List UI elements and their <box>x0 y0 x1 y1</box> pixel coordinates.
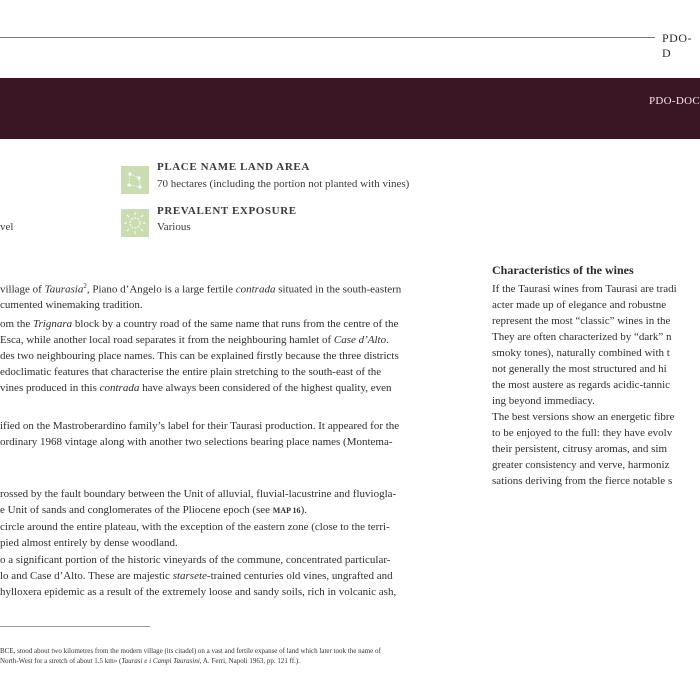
body-line: Esca, while another local road separates it from the neighbouring hamlet of Case d’Alto. <box>0 334 389 346</box>
section-band-label: PDO-DOC <box>649 95 700 107</box>
body-line: hylloxera epidemic as a result of the extremely loose and sandy soils, rich in volcanic ash, <box>0 586 397 598</box>
wines-line: The best versions show an energetic fibre <box>492 411 675 423</box>
exposure-title: PREVALENT EXPOSURE <box>157 205 297 217</box>
wines-line: acter made up of elegance and robustne <box>492 299 667 311</box>
body-line: o a significant portion of the historic vineyards of the commune, concentrated particular- <box>0 554 391 566</box>
wines-line: represent the most “classic” wines in the <box>492 315 671 327</box>
wines-line: to be enjoyed to the full: they have evolv <box>492 427 673 439</box>
wines-line: greater consistency and verve, harmoniz <box>492 459 670 471</box>
wines-line: They are often characterized by “dark” n <box>492 331 672 343</box>
wines-line: their persistent, citrusy aromas, and sim <box>492 443 668 455</box>
wines-line: smoky tones), naturally combined with t <box>492 347 670 359</box>
body-line: om the Trignara block by a country road of the same name that runs from the centre of the <box>0 318 399 330</box>
map-reference: MAP 16 <box>272 506 301 515</box>
wines-line: If the Taurasi wines from Taurasi are tradi <box>492 283 677 295</box>
land-area-value: 70 hectares (including the portion not planted with vines) <box>157 178 410 190</box>
exposure-sun-icon <box>121 209 149 237</box>
left-column-fragment: vel <box>0 221 14 233</box>
wines-section-title: Characteristics of the wines <box>492 263 634 277</box>
body-line: e Unit of sands and conglomerates of the Pliocene epoch (see MAP 16). <box>0 504 307 516</box>
body-line: circle around the entire plateau, with the exception of the eastern zone (close to the terri- <box>0 521 390 533</box>
wines-line: not generally the most structured and hi <box>492 363 667 375</box>
body-line: ordinary 1968 vintage along with another two selections bearing place names (Montema- <box>0 436 393 448</box>
running-header: PDO-D <box>662 31 693 60</box>
footnote-line: North-West for a stretch of about 1.5 km» (Taurasi e i Campi Taurasini, A. Ferri, Napoli 1963, pp. 121 ff.). <box>0 657 300 665</box>
exposure-value: Various <box>157 221 191 233</box>
body-line: ified on the Mastroberardino family’s label for their Taurasi production. It appeared for the <box>0 420 400 432</box>
body-line: lo and Case d’Alto. These are majestic starsete-trained centuries old vines, ungrafted and <box>0 570 393 582</box>
wines-line: the most austere as regards acidic-tannic <box>492 379 671 391</box>
body-line: cumented winemaking tradition. <box>0 299 143 311</box>
body-line: des two neighbouring place names. This can be explained firstly because the three districts <box>0 350 399 362</box>
footnote-line: BCE, stood about two kilometres from the modern village (its citadel) on a vast and fertile expanse of land which later took the name of <box>0 647 381 655</box>
body-line: vines produced in this contrada have always been considered of the highest quality, even <box>0 382 392 394</box>
body-line: village of Taurasia$^2$, Piano d’Angelo is a large fertile contrada situated in the south-eastern <box>0 282 402 296</box>
header-rule <box>0 37 655 38</box>
land-area-title: PLACE NAME LAND AREA <box>157 161 310 173</box>
body-line: edoclimatic features that characterise the entire plain stretching to the south-east of the <box>0 366 382 378</box>
body-line: pied almost entirely by dense woodland. <box>0 537 178 549</box>
wines-line: ing beyond immediacy. <box>492 395 595 407</box>
land-area-icon <box>121 166 149 194</box>
body-line: rossed by the fault boundary between the Unit of alluvial, fluvial-lacustrine and fluviogla- <box>0 488 397 500</box>
wines-line: sations deriving from the fierce notable s <box>492 475 673 487</box>
footnote-rule <box>0 626 150 627</box>
section-band <box>0 78 700 139</box>
